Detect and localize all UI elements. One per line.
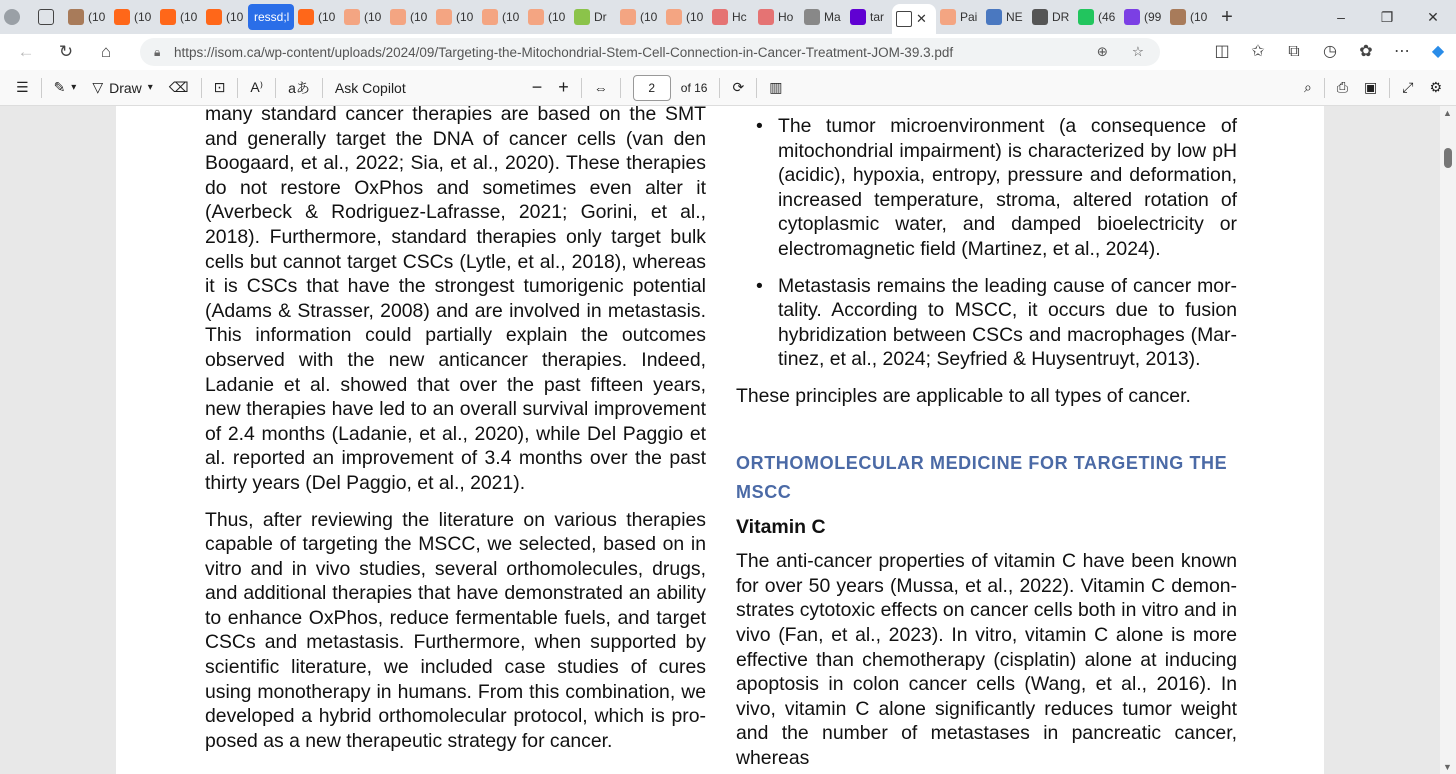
gear-icon: ⚙ [1429,79,1442,95]
browser-tab[interactable] [1120,4,1166,30]
tab-label: Hc [732,10,747,24]
settings-button[interactable] [1421,70,1456,106]
print-button[interactable] [1329,70,1356,106]
draw-label: Draw [109,79,142,96]
tab-favicon-icon [1078,9,1094,25]
tab-label: (10 [686,10,704,24]
browser-tab[interactable] [478,4,524,30]
bullet-item: • Metastasis remains the leading cause of cancer mortality. According to MSCC, it occurs due to fusion hybridization between CSCs and macrophages (Martinez, et al., 2024; Seyfried & Huysentruyt, 2013). [736,274,1237,372]
browser-tab[interactable] [1074,4,1120,30]
expand-icon: ⤢ [1402,79,1414,95]
divider [719,78,720,98]
maximize-button[interactable]: ❐ [1380,8,1394,25]
fit-width-icon: ⇔ [593,79,608,96]
browser-tab[interactable] [248,4,294,30]
tab-favicon-icon [986,9,1002,25]
tab-label: (10 [548,10,566,24]
browser-tab[interactable] [110,4,156,30]
tab-label: DR [1052,10,1070,24]
tab-label: (10 [364,10,382,24]
tab-favicon-icon [666,9,682,25]
tab-favicon-icon [804,9,820,25]
pen-icon: ▽ [92,79,104,95]
divider [275,78,276,98]
minimize-button[interactable]: – [1337,8,1345,25]
ask-copilot-label: Ask Copilot [334,79,406,96]
tab-label: (10 [134,10,152,24]
profile-icon [4,9,20,25]
tab-favicon-icon [940,9,956,25]
browser-tab[interactable] [1028,4,1074,30]
browser-tab[interactable] [156,4,202,30]
section-heading: ORTHOMOLECULAR MEDICINE FOR TARGETING THE MSCC [736,452,1228,502]
read-aloud-button[interactable] [242,70,271,106]
more-menu-icon[interactable]: ⋯ [1394,43,1410,60]
tab-favicon-icon [850,9,866,25]
save-icon: ▣ [1364,79,1378,95]
browser-tab[interactable] [846,4,892,30]
eraser-icon: ⌫ [168,79,189,95]
divider [1389,78,1390,98]
erase-button[interactable] [161,70,197,106]
tab-favicon-icon [68,9,84,25]
left-column [205,106,706,765]
tab-favicon-icon [528,9,544,25]
page-view-icon: ▥ [769,79,783,95]
browser-tab[interactable] [386,4,432,30]
divider [581,78,582,98]
close-window-button[interactable]: ✕ [1427,8,1439,25]
text-button[interactable] [206,70,234,106]
browser-tab[interactable] [1166,4,1212,30]
browser-tab[interactable] [708,4,754,30]
tab-favicon-icon [344,9,360,25]
page-number-input[interactable]: 2 [633,75,671,101]
browser-tab[interactable] [294,4,340,30]
vertical-scrollbar[interactable] [1440,106,1456,774]
tab-close-icon[interactable]: ✕ [916,11,927,26]
read-aloud-icon: A⁾ [250,79,264,95]
browser-actions [1204,38,1456,66]
workspaces-icon [38,9,54,25]
divider [1324,78,1325,98]
save-button[interactable] [1356,70,1385,106]
browser-tab[interactable] [936,4,982,30]
scroll-up-icon[interactable]: ▲ [1443,108,1452,118]
tab-label: (10 [1190,10,1208,24]
tab-label: (10 [318,10,336,24]
highlight-button[interactable] [46,70,85,106]
tab-favicon-icon [482,9,498,25]
tab-strip [0,0,1456,34]
favorites-icon[interactable]: ✩ [1251,43,1265,60]
search-icon: ⌕ [1303,79,1312,95]
tab-favicon-icon [1124,9,1140,25]
subheading-vitamin-c: Vitamin C [736,515,826,538]
ask-copilot-button[interactable] [327,70,414,106]
url-field[interactable] [140,38,1160,66]
browser-tab[interactable] [64,4,110,30]
favorite-star-icon[interactable]: ☆ [1131,44,1144,59]
tab-favicon-icon [620,9,636,25]
site-info-icon[interactable]: 🔒︎ [154,44,161,59]
tab-label: (10 [226,10,244,24]
text-box-icon: ⊡ [213,79,226,95]
new-tab-button[interactable]: + [1221,5,1233,28]
tab-label: (99 [1144,10,1162,24]
divider [201,78,202,98]
browser-tab[interactable] [800,4,846,30]
divider [620,78,621,98]
tab-label: Ma [824,10,841,24]
browser-tab[interactable] [982,4,1028,30]
tab-label: NE [1006,10,1023,24]
back-button[interactable]: ← [17,42,35,61]
tab-label: Dr [594,10,607,24]
browser-tab[interactable] [202,4,248,30]
tab-label: Pai [960,10,978,24]
split-screen-icon[interactable]: ◫ [1214,43,1230,60]
browser-tab[interactable] [892,4,936,34]
page-navigator [625,70,716,106]
history-icon[interactable]: ◷ [1323,43,1337,60]
collections-icon[interactable]: ⧉ [1288,43,1300,60]
right-column [736,114,1237,774]
tab-label: (10 [456,10,474,24]
fit-width-button[interactable] [586,70,616,106]
tab-label: (10 [410,10,428,24]
tab-list [64,0,1212,34]
tab-favicon-icon [1032,9,1048,25]
divider [41,78,42,98]
rotate-button[interactable] [724,70,752,106]
search-button[interactable] [1296,70,1320,106]
scroll-down-icon[interactable]: ▼ [1443,762,1452,772]
zoom-out-button[interactable]: − [531,77,543,97]
scrollbar-thumb[interactable] [1444,148,1452,168]
tab-label: Ho [778,10,794,24]
translate-button[interactable] [280,70,318,106]
tab-label: (10 [640,10,658,24]
list-icon: ☰ [16,79,29,95]
url-text: https://isom.ca/wp-content/uploads/2024/09/Targeting-the-Mitochondrial-Stem-Cell-Connection-in-Cancer-Treatment-JOM-39.3.pdf [174,44,954,60]
tab-favicon-icon [206,9,222,25]
pdf-viewer[interactable] [0,106,1456,774]
tab-favicon-icon [1170,9,1186,25]
profile-avatar[interactable] [0,4,34,30]
tab-label: ressd;l [254,10,290,24]
left-paragraph-1: many standard cancer therapies are based on the SMT and generally target the DNA of cancer cells (van den Boogaard, et al., 2022; Sia, et al., 2020). These therapies do not restore OxPhos and sometimes even alter it (Averbeck & Rodriguez-Lafrasse, 2021; Gorini, et al., 2018). Furthermore, standard therapies only target bulk cells but cannot target CSCs (Lytle, et al., 2018), whereas it is CSCs that have the strongest tumorigenic potential (Adams & Strasser, 2008) and are involved in metastasis. This information could partially explain the outcomes observed with the new anticancer therapies. Indeed, Ladanie et al. showed that over the past fifteen years, new therapies have led to an overall survival improvement of 2.4 months (Ladanie, et al., 2020), while Del Paggio et al. reported an improvement of 3.4 months over the past thirty years (Del Paggio, et al., 2021). [205,106,706,494]
pdf-toolbar [0,70,1456,106]
refresh-button[interactable]: ↻ [58,42,74,61]
tab-favicon-icon [390,9,406,25]
extensions-icon[interactable]: ✿ [1359,43,1373,60]
tab-favicon-icon [160,9,176,25]
zoom-in-button[interactable]: + [558,77,569,97]
copilot-icon[interactable]: ◆ [1431,43,1445,60]
browser-tab[interactable] [570,4,616,30]
tab-favicon-icon [574,9,590,25]
contents-button[interactable] [0,70,37,106]
divider [756,78,757,98]
browser-tab[interactable] [340,4,386,30]
vitamin-c-paragraph: The anti-cancer properties of vitamin C have been known for over 50 years (Mussa, et al., 2022). Vitamin C demonstrates cytotoxic effects on cancer cells both in vitro and in vivo (Fan, et al., 2023). In vitro, vitamin C alone is more effective than chemotherapy (cisplatin) alone at inducing apoptosis in colon cancer cells (Wang, et al., 2016). In vivo, vitamin C alone significantly reduces tumor weight and the number of metastases in pancreatic cancer, whereas [736,550,1237,769]
page-total: of 16 [680,80,708,95]
browser-tab[interactable] [754,4,800,30]
left-paragraph-2: Thus, after reviewing the literature on various therapies capable of targeting the MSCC, we selected, based on in vitro and in vivo studies, several orthomolecules, drugs, and additional therapies that have demonstrated an ability to enhance OxPhos, reduce fermentable fuels, and target CSCs and metastasis. Furthermore, when supported by scientific literature, we included case studies of cures using monotherapy in humans. From this combination, we developed a hybrid orthomolecular protocol, which is proposed as a new therapeutic strategy for cancer. [205,508,706,752]
bullet-item: • The tumor microenvironment (a consequence of mitochondrial impairment) is characterized by low pH (acidic), hypoxia, entropy, pressure and deformation, increased temperature, stroma, altered rotation of cytoplasmic water, and damped bioelectricity or electromagnetic field (Martinez, et al., 2024). [736,114,1237,262]
browser-tab[interactable] [662,4,708,30]
tab-favicon-icon [436,9,452,25]
tab-label: (10 [180,10,198,24]
browser-tab[interactable] [432,4,478,30]
tab-label: (10 [502,10,520,24]
divider [322,78,323,98]
page-view-button[interactable] [761,70,790,106]
address-bar [0,34,1456,70]
window-controls [1318,9,1456,26]
fullscreen-button[interactable] [1394,70,1421,106]
tab-favicon-icon [114,9,130,25]
tab-label: (10 [88,10,106,24]
browser-tab[interactable] [616,4,662,30]
tab-favicon-icon [758,9,774,25]
tab-favicon-icon [712,9,728,25]
draw-button[interactable] [84,70,160,106]
home-button[interactable]: ⌂ [100,42,112,61]
browser-tab[interactable] [524,4,570,30]
print-icon: ⎙ [1336,79,1348,95]
rotate-icon: ⟳ [732,79,745,95]
zoom-icon[interactable]: ⊕ [1096,44,1108,59]
tab-favicon-icon [896,11,912,27]
tab-label: (46 [1098,10,1116,24]
workspaces-button[interactable] [34,4,64,30]
pdf-page [116,106,1324,774]
chevron-down-icon: ▾ [71,82,77,93]
tab-favicon-icon [298,9,314,25]
tab-label: tar [870,10,885,24]
translate-icon: aあ [288,79,310,96]
principles-text: These principles are applicable to all types of cancer. [736,384,1191,407]
divider [237,78,238,98]
chevron-down-icon: ▾ [147,82,153,93]
highlighter-icon: ✎ [53,79,66,95]
